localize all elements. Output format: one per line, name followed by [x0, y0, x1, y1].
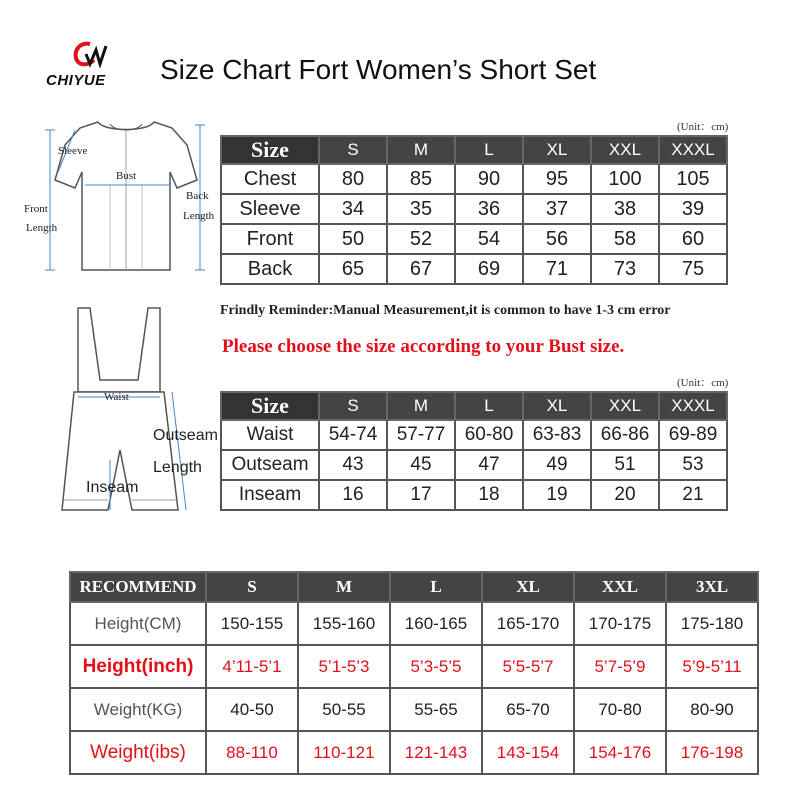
size-xxxl: XXXL — [659, 136, 727, 164]
row-label-height-cm: Height(CM) — [70, 602, 206, 645]
table-cell: 176-198 — [666, 731, 758, 774]
table-cell: 36 — [455, 194, 523, 224]
table-cell: 5’5-5’7 — [482, 645, 574, 688]
table-row — [70, 602, 758, 645]
table-cell: 63-83 — [523, 420, 591, 450]
table-row — [221, 420, 727, 450]
table-cell: 66-86 — [591, 420, 659, 450]
size-s: S — [206, 572, 298, 602]
outseam-diagram-label: Outseam — [153, 427, 218, 444]
size-3xl: 3XL — [666, 572, 758, 602]
table-cell: 71 — [523, 254, 591, 284]
size-xxl: XXL — [574, 572, 666, 602]
table-cell: 100 — [591, 164, 659, 194]
row-label-inseam: Inseam — [221, 480, 319, 510]
table-cell: 73 — [591, 254, 659, 284]
table-cell: 47 — [455, 450, 523, 480]
table-cell: 49 — [523, 450, 591, 480]
table-cell: 20 — [591, 480, 659, 510]
table-cell: 60-80 — [455, 420, 523, 450]
table-cell: 88-110 — [206, 731, 298, 774]
table-cell: 45 — [387, 450, 455, 480]
table-cell: 143-154 — [482, 731, 574, 774]
table-cell: 65-70 — [482, 688, 574, 731]
table-cell: 17 — [387, 480, 455, 510]
table-cell: 53 — [659, 450, 727, 480]
table-cell: 69 — [455, 254, 523, 284]
table-cell: 21 — [659, 480, 727, 510]
size-notice: Please choose the size according to your Bust size. — [222, 336, 625, 357]
table-cell: 4’11-5’1 — [206, 645, 298, 688]
page-title: Size Chart Fort Women’s Short Set — [160, 54, 597, 85]
table-cell: 35 — [387, 194, 455, 224]
table-cell: 54-74 — [319, 420, 387, 450]
unit-note-top: (Unit：cm) — [677, 121, 729, 133]
size-m: M — [387, 136, 455, 164]
size-header: Size — [221, 136, 319, 164]
table-cell: 95 — [523, 164, 591, 194]
table-cell: 5’3-5’5 — [390, 645, 482, 688]
table-cell: 34 — [319, 194, 387, 224]
table-cell: 65 — [319, 254, 387, 284]
table-cell: 37 — [523, 194, 591, 224]
size-xxl: XXL — [591, 392, 659, 420]
row-label-sleeve: Sleeve — [221, 194, 319, 224]
table-cell: 57-77 — [387, 420, 455, 450]
size-l: L — [455, 136, 523, 164]
table-cell: 5’7-5’9 — [574, 645, 666, 688]
table-cell: 16 — [319, 480, 387, 510]
table-cell: 19 — [523, 480, 591, 510]
table-cell: 165-170 — [482, 602, 574, 645]
row-label-waist: Waist — [221, 420, 319, 450]
back-label: Back — [186, 190, 209, 202]
table-cell: 38 — [591, 194, 659, 224]
table-cell: 155-160 — [298, 602, 390, 645]
table-cell: 121-143 — [390, 731, 482, 774]
table-cell: 75 — [659, 254, 727, 284]
table-cell: 52 — [387, 224, 455, 254]
table-cell: 43 — [319, 450, 387, 480]
table-cell: 56 — [523, 224, 591, 254]
table-row — [221, 224, 727, 254]
size-s: S — [319, 392, 387, 420]
table-cell: 50-55 — [298, 688, 390, 731]
recommend-table — [69, 571, 759, 775]
size-s: S — [319, 136, 387, 164]
table-cell: 39 — [659, 194, 727, 224]
table-cell: 5’9-5’11 — [666, 645, 758, 688]
table-row — [221, 194, 727, 224]
table-cell: 80-90 — [666, 688, 758, 731]
size-m: M — [298, 572, 390, 602]
table-cell: 54 — [455, 224, 523, 254]
table-row — [221, 450, 727, 480]
size-xxxl: XXXL — [659, 392, 727, 420]
table-row — [221, 164, 727, 194]
size-m: M — [387, 392, 455, 420]
table-row — [70, 688, 758, 731]
table-cell: 51 — [591, 450, 659, 480]
table-cell: 160-165 — [390, 602, 482, 645]
row-label-height-inch: Height(inch) — [70, 645, 206, 688]
table-cell: 105 — [659, 164, 727, 194]
bib-size-header-row — [221, 392, 727, 420]
bib-size-table — [220, 391, 728, 511]
size-xl: XL — [523, 392, 591, 420]
row-label-outseam: Outseam — [221, 450, 319, 480]
table-cell: 150-155 — [206, 602, 298, 645]
table-cell: 55-65 — [390, 688, 482, 731]
size-header: Size — [221, 392, 319, 420]
recommend-header-row — [70, 572, 758, 602]
brand-name: CHIYUE — [46, 72, 106, 89]
table-cell: 67 — [387, 254, 455, 284]
row-label-chest: Chest — [221, 164, 319, 194]
row-label-weight-ibs: Weight(ibs) — [70, 731, 206, 774]
sleeve-label: Sleeve — [58, 145, 88, 157]
table-cell: 5’1-5’3 — [298, 645, 390, 688]
size-xxl: XXL — [591, 136, 659, 164]
table-cell: 69-89 — [659, 420, 727, 450]
unit-note-bib: (Unit：cm) — [677, 377, 729, 389]
size-l: L — [390, 572, 482, 602]
measurement-reminder: Frindly Reminder:Manual Measurement,it is common to have 1-3 cm error — [220, 303, 671, 318]
jersey-size-header-row — [221, 136, 727, 164]
waist-diagram-label: Waist — [104, 391, 129, 403]
bust-label: Bust — [116, 170, 137, 182]
table-cell: 85 — [387, 164, 455, 194]
table-cell: 175-180 — [666, 602, 758, 645]
table-cell: 60 — [659, 224, 727, 254]
jersey-size-table — [220, 135, 728, 285]
table-cell: 50 — [319, 224, 387, 254]
table-row — [221, 254, 727, 284]
length-diagram-label: Length — [153, 459, 202, 476]
bib-shorts-diagram — [60, 300, 230, 540]
size-xl: XL — [523, 136, 591, 164]
table-row — [70, 731, 758, 774]
table-cell: 70-80 — [574, 688, 666, 731]
chiyue-logo-icon — [72, 40, 112, 68]
table-cell: 110-121 — [298, 731, 390, 774]
row-label-front: Front — [221, 224, 319, 254]
front-length-label: Length — [26, 222, 58, 234]
table-cell: 90 — [455, 164, 523, 194]
table-cell: 170-175 — [574, 602, 666, 645]
table-row — [70, 645, 758, 688]
table-cell: 58 — [591, 224, 659, 254]
inseam-diagram-label: Inseam — [86, 479, 139, 496]
table-cell: 40-50 — [206, 688, 298, 731]
recommend-header: RECOMMEND — [70, 572, 206, 602]
front-label: Front — [24, 203, 48, 215]
row-label-weight-kg: Weight(KG) — [70, 688, 206, 731]
row-label-back: Back — [221, 254, 319, 284]
table-row — [221, 480, 727, 510]
size-l: L — [455, 392, 523, 420]
table-cell: 80 — [319, 164, 387, 194]
table-cell: 18 — [455, 480, 523, 510]
size-xl: XL — [482, 572, 574, 602]
table-cell: 154-176 — [574, 731, 666, 774]
back-length-label: Length — [183, 210, 215, 222]
